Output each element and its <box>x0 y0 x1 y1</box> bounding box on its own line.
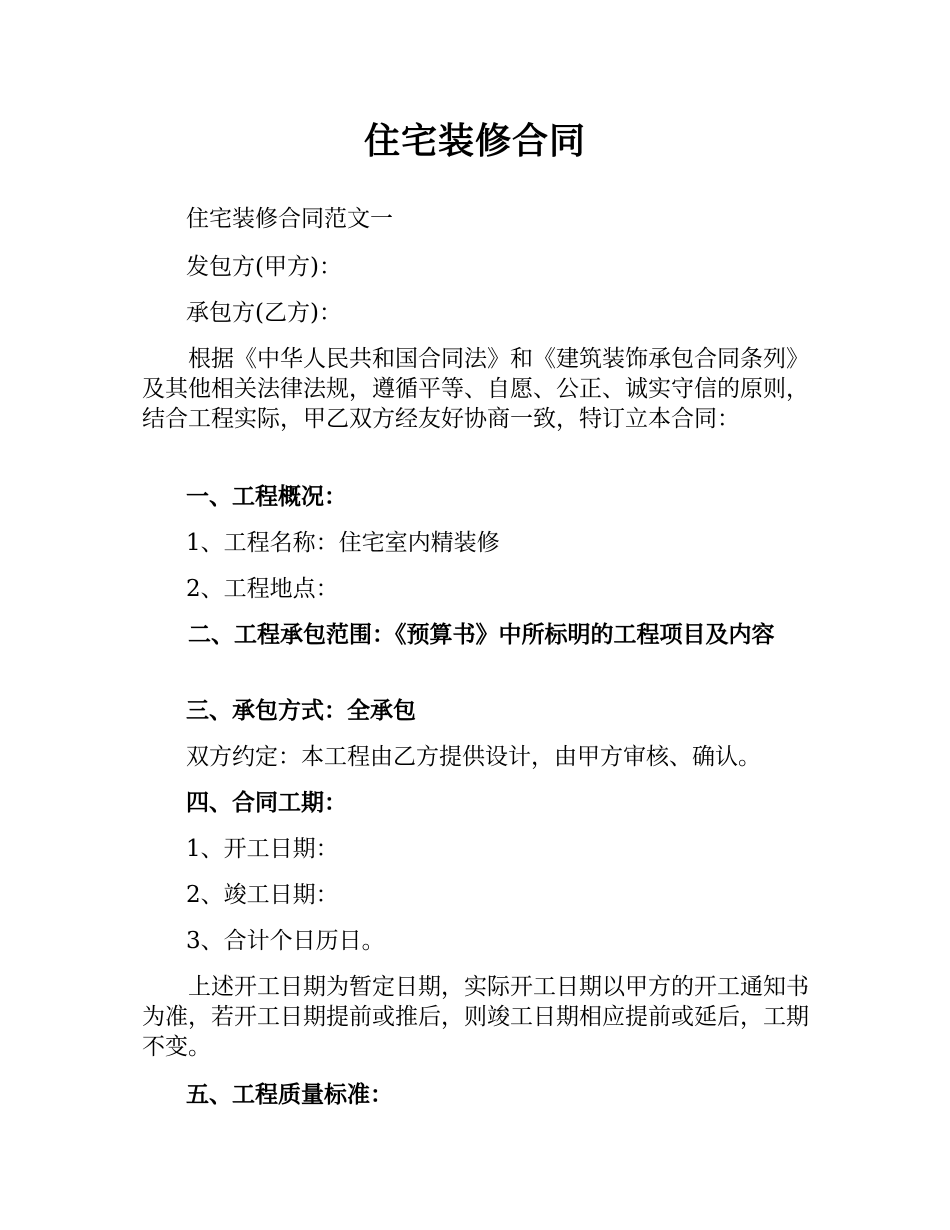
paragraph-project-location: 2、工程地点： <box>186 576 339 602</box>
paragraph-completion-date: 2、竣工日期： <box>186 882 339 908</box>
heading-section-5: 五、工程质量标准： <box>186 1082 393 1108</box>
paragraph-project-name: 1、工程名称：住宅室内精装修 <box>186 530 500 556</box>
page-title: 住宅装修合同 <box>363 121 586 162</box>
paragraph-total-days: 3、合计个日历日。 <box>186 928 385 954</box>
heading-section-1: 一、工程概况： <box>186 484 347 510</box>
paragraph-schedule-note: 上述开工日期为暂定日期，实际开工日期以甲方的开工通知书为准，若开工日期提前或推后，则竣工日期相应提前或延后，工期不变。 <box>142 974 809 1060</box>
paragraph-party-b: 承包方(乙方)： <box>186 300 342 326</box>
paragraph-start-date: 1、开工日期： <box>186 836 339 862</box>
heading-section-2: 二、工程承包范围：《预算书》中所标明的工程项目及内容 <box>188 622 775 648</box>
heading-section-3: 三、承包方式：全承包 <box>186 698 416 724</box>
paragraph-party-a: 发包方(甲方)： <box>186 254 342 280</box>
paragraph-design-agreement: 双方约定：本工程由乙方提供设计，由甲方审核、确认。 <box>186 744 761 770</box>
paragraph-preamble: 根据《中华人民共和国合同法》和《建筑装饰承包合同条列》及其他相关法律法规，遵循平等、自愿、公正、诚实守信的原则，结合工程实际，甲乙双方经友好协商一致，特订立本合同： <box>142 346 809 432</box>
heading-section-4: 四、合同工期： <box>186 790 347 816</box>
paragraph-subtitle: 住宅装修合同范文一 <box>186 206 393 232</box>
